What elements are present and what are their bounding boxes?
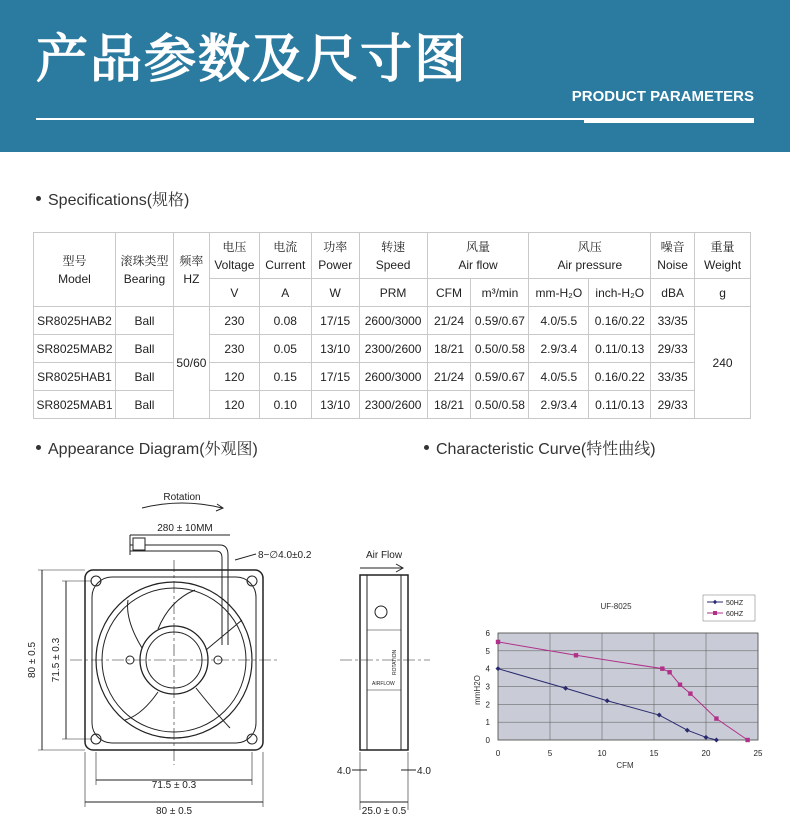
appearance-diagram bbox=[27, 480, 450, 825]
lead-wire bbox=[130, 545, 228, 645]
depth-label: 25.0 ± 0.5 bbox=[361, 806, 407, 817]
wire-connector bbox=[133, 538, 145, 550]
cell-weight: 240 bbox=[695, 307, 751, 419]
cell-mmh2o: 2.9/3.4 bbox=[529, 335, 589, 363]
flange-right-label: 4.0 bbox=[417, 766, 431, 777]
data-point bbox=[714, 716, 718, 720]
cell-speed: 2300/2600 bbox=[359, 335, 427, 363]
side-rotation-label: ROTATION bbox=[392, 649, 398, 675]
cell-voltage: 230 bbox=[209, 307, 259, 335]
header-weight: 重量 Weight bbox=[695, 233, 751, 279]
spec-table bbox=[33, 232, 751, 419]
chart-title: UF-8025 bbox=[600, 602, 632, 611]
rotation-label: Rotation bbox=[163, 492, 201, 503]
cell-bearing: Ball bbox=[115, 363, 173, 391]
cell-mmh2o: 4.0/5.5 bbox=[529, 363, 589, 391]
chart-ylabel: mmH2O bbox=[473, 675, 482, 705]
cell-model: SR8025HAB1 bbox=[34, 363, 116, 391]
unit-cell: V bbox=[209, 279, 259, 307]
cell-cfm: 18/21 bbox=[427, 335, 471, 363]
header-noise: 噪音 Noise bbox=[651, 233, 695, 279]
cell-bearing: Ball bbox=[115, 335, 173, 363]
cell-voltage: 120 bbox=[209, 391, 259, 419]
unit-cell: g bbox=[695, 279, 751, 307]
ground-icon bbox=[375, 606, 387, 618]
cell-m3min: 0.59/0.67 bbox=[471, 363, 529, 391]
cell-inchh2o: 0.16/0.22 bbox=[589, 307, 651, 335]
section-title-curve: Characteristic Curve(特性曲线) bbox=[424, 436, 656, 459]
x-tick-label: 0 bbox=[495, 749, 501, 758]
header-speed: 转速 Speed bbox=[359, 233, 427, 279]
y-tick-label: 3 bbox=[485, 682, 490, 692]
bullet-icon bbox=[424, 445, 429, 450]
cell-model: SR8025MAB1 bbox=[34, 391, 116, 419]
data-point bbox=[745, 738, 749, 742]
banner-divider-accent bbox=[584, 120, 754, 123]
cell-power: 13/10 bbox=[311, 391, 359, 419]
cell-cfm: 18/21 bbox=[427, 391, 471, 419]
table-header-row bbox=[34, 233, 751, 279]
width-inner-label: 71.5 ± 0.3 bbox=[151, 780, 197, 791]
y-tick-label: 6 bbox=[485, 629, 490, 638]
header-banner bbox=[0, 0, 790, 152]
unit-cell: mm-H₂O bbox=[529, 279, 589, 307]
data-point bbox=[678, 683, 682, 687]
y-tick-label: 4 bbox=[485, 664, 490, 674]
unit-cell: m³/min bbox=[471, 279, 529, 307]
cell-model: SR8025MAB2 bbox=[34, 335, 116, 363]
cell-voltage: 230 bbox=[209, 335, 259, 363]
cell-mmh2o: 4.0/5.5 bbox=[529, 307, 589, 335]
bullet-icon bbox=[36, 445, 41, 450]
page-title: 产品参数及尺寸图 bbox=[36, 30, 469, 90]
cell-current: 0.10 bbox=[259, 391, 311, 419]
unit-cell: dBA bbox=[651, 279, 695, 307]
data-point bbox=[496, 640, 500, 644]
hole-callout-line bbox=[235, 554, 256, 560]
height-inner-label: 71.5 ± 0.3 bbox=[51, 637, 62, 683]
fan-spoke bbox=[125, 692, 158, 720]
cell-noise: 29/33 bbox=[651, 335, 695, 363]
fan-spoke bbox=[158, 590, 195, 629]
table-row bbox=[34, 307, 751, 335]
cell-voltage: 120 bbox=[209, 363, 259, 391]
cell-frequency: 50/60 bbox=[173, 307, 209, 419]
cell-inchh2o: 0.16/0.22 bbox=[589, 363, 651, 391]
data-point bbox=[688, 691, 692, 695]
data-point bbox=[667, 670, 671, 674]
table-row bbox=[34, 335, 751, 363]
x-tick-label: 15 bbox=[649, 749, 659, 758]
lead-wire bbox=[130, 551, 222, 645]
table-row bbox=[34, 391, 751, 419]
cell-cfm: 21/24 bbox=[427, 307, 471, 335]
cell-noise: 29/33 bbox=[651, 391, 695, 419]
page-subtitle: PRODUCT PARAMETERS bbox=[571, 88, 754, 105]
x-tick-label: 20 bbox=[701, 749, 711, 758]
height-outer-label: 80 ± 0.5 bbox=[27, 641, 38, 679]
cell-current: 0.08 bbox=[259, 307, 311, 335]
header-airflow: 风量 Air flow bbox=[427, 233, 529, 279]
cell-m3min: 0.50/0.58 bbox=[471, 391, 529, 419]
cell-bearing: Ball bbox=[115, 307, 173, 335]
y-tick-label: 1 bbox=[485, 718, 490, 728]
unit-cell: W bbox=[311, 279, 359, 307]
cell-current: 0.15 bbox=[259, 363, 311, 391]
header-current: 电流 Current bbox=[259, 233, 311, 279]
fan-spoke bbox=[128, 600, 142, 648]
cell-power: 17/15 bbox=[311, 307, 359, 335]
cell-power: 17/15 bbox=[311, 363, 359, 391]
cell-cfm: 21/24 bbox=[427, 363, 471, 391]
y-tick-label: 2 bbox=[485, 700, 490, 710]
header-bearing: 滚珠类型 Bearing bbox=[115, 233, 173, 307]
fan-spoke bbox=[206, 620, 242, 650]
legend-label: 50HZ bbox=[726, 600, 744, 607]
air-flow-label: Air Flow bbox=[365, 550, 403, 561]
y-tick-label: 0 bbox=[485, 736, 490, 745]
side-airflow-label: AIRFLOW bbox=[372, 681, 395, 687]
width-outer-label: 80 ± 0.5 bbox=[155, 806, 193, 817]
cell-noise: 33/35 bbox=[651, 363, 695, 391]
characteristic-curve-chart bbox=[460, 585, 770, 775]
x-tick-label: 10 bbox=[597, 749, 607, 758]
cell-power: 13/10 bbox=[311, 335, 359, 363]
legend-label: 60HZ bbox=[726, 611, 744, 618]
bullet-icon bbox=[36, 196, 41, 201]
table-row bbox=[34, 363, 751, 391]
unit-cell: inch-H₂O bbox=[589, 279, 651, 307]
unit-cell: CFM bbox=[427, 279, 471, 307]
flange-left-label: 4.0 bbox=[337, 766, 351, 777]
cell-noise: 33/35 bbox=[651, 307, 695, 335]
cell-model: SR8025HAB2 bbox=[34, 307, 116, 335]
data-point bbox=[574, 653, 578, 657]
data-point bbox=[660, 666, 664, 670]
rotation-arrow bbox=[142, 503, 222, 508]
cell-speed: 2600/3000 bbox=[359, 307, 427, 335]
cell-mmh2o: 2.9/3.4 bbox=[529, 391, 589, 419]
y-tick-label: 5 bbox=[485, 646, 490, 656]
cell-current: 0.05 bbox=[259, 335, 311, 363]
chart-legend bbox=[703, 595, 755, 621]
cell-m3min: 0.59/0.67 bbox=[471, 307, 529, 335]
header-power: 功率 Power bbox=[311, 233, 359, 279]
x-tick-label: 25 bbox=[753, 749, 763, 758]
cell-speed: 2300/2600 bbox=[359, 391, 427, 419]
fan-spoke bbox=[196, 688, 230, 728]
lead-length-label: 280 ± 10MM bbox=[157, 523, 213, 534]
cell-speed: 2600/3000 bbox=[359, 363, 427, 391]
section-title-specifications: Specifications(规格) bbox=[36, 187, 189, 210]
unit-cell: PRM bbox=[359, 279, 427, 307]
chart-xlabel: CFM bbox=[616, 761, 634, 770]
header-pressure: 风压 Air pressure bbox=[529, 233, 651, 279]
header-voltage: 电压 Voltage bbox=[209, 233, 259, 279]
section-title-appearance: Appearance Diagram(外观图) bbox=[36, 436, 258, 459]
legend-marker bbox=[713, 611, 717, 615]
x-tick-label: 5 bbox=[547, 749, 553, 758]
cell-bearing: Ball bbox=[115, 391, 173, 419]
cell-m3min: 0.50/0.58 bbox=[471, 335, 529, 363]
holes-label: 8−∅4.0±0.2 bbox=[258, 550, 312, 561]
header-model: 型号 Model bbox=[34, 233, 116, 307]
cell-inchh2o: 0.11/0.13 bbox=[589, 391, 651, 419]
unit-cell: A bbox=[259, 279, 311, 307]
header-frequency: 频率 HZ bbox=[173, 233, 209, 307]
cell-inchh2o: 0.11/0.13 bbox=[589, 335, 651, 363]
